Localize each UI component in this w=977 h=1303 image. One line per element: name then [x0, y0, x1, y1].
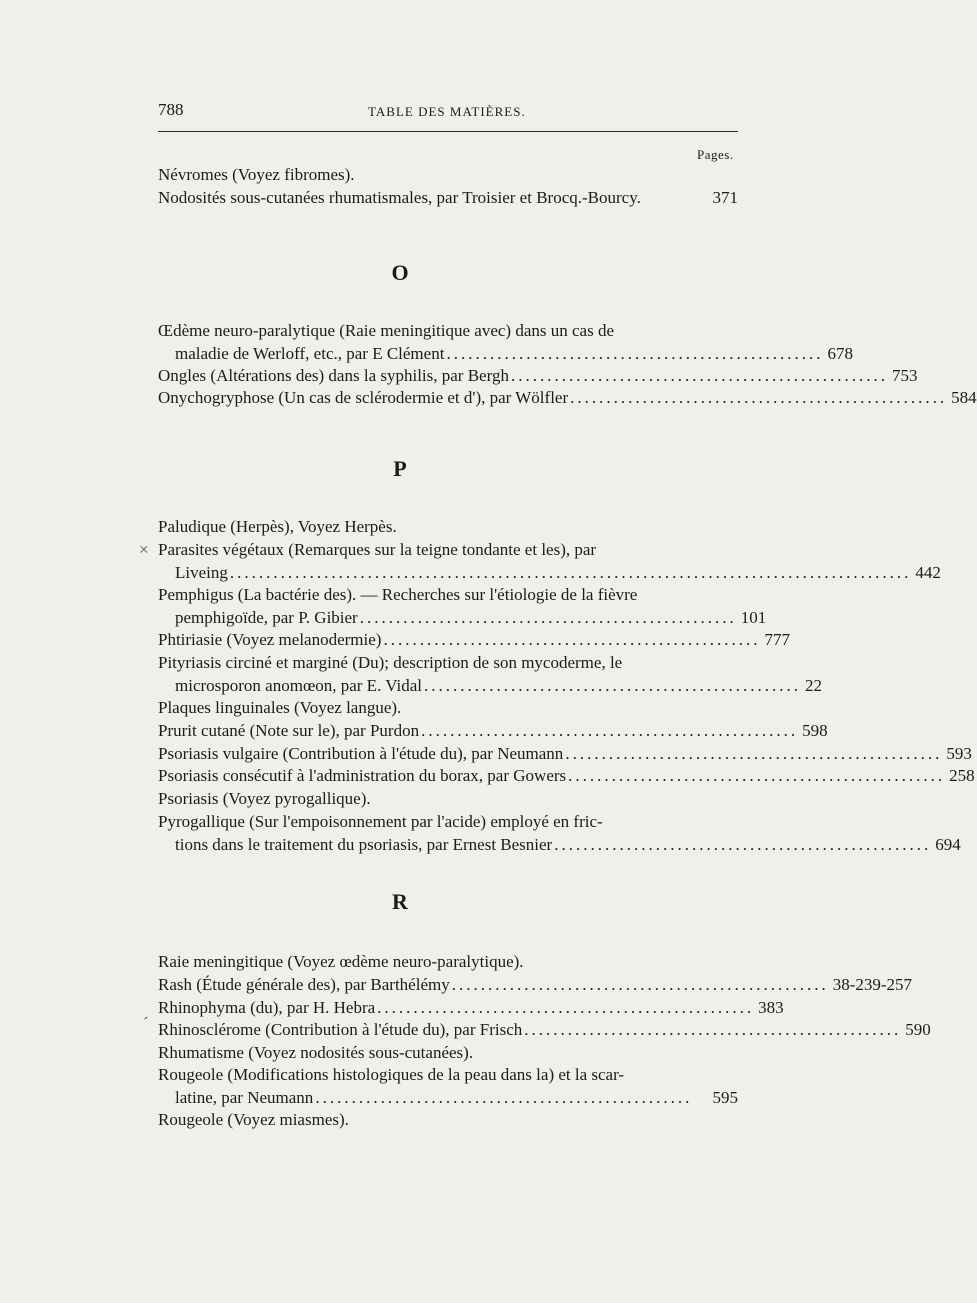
entry-page: 584	[951, 388, 977, 407]
entry-text: Pemphigus (La bactérie des). — Recherches sur l'étiologie de la fièvre	[158, 585, 638, 604]
entry-text: Rougeole (Voyez miasmes).	[158, 1110, 349, 1129]
entry-page: 590	[905, 1020, 931, 1039]
entry-text: Prurit cutané (Note sur le), par Purdon	[158, 721, 420, 740]
entry-text: Ongles (Altérations des) dans la syphilis, par Bergh	[158, 366, 509, 385]
entry-text: Pyrogallique (Sur l'empoisonnement par l'acide) employé en fric-	[158, 812, 603, 831]
dot-leader: ....................................................	[446, 344, 824, 363]
index-entry	[158, 1041, 738, 1064]
entry-page: 593	[946, 744, 972, 763]
entry-text: Paludique (Herpès), Voyez Herpès.	[158, 517, 397, 536]
entry-page: 371	[712, 188, 738, 207]
entry-page: 753	[891, 366, 918, 385]
page-number: 788	[158, 100, 184, 119]
entry-page: 101	[740, 608, 767, 627]
entry-text: Rhinosclérome (Contribution à l'étude du), par Frisch	[158, 1020, 523, 1039]
entry-text: Œdème neuro-paralytique (Raie meningitique avec) dans un cas de	[158, 321, 614, 340]
index-entry	[158, 742, 972, 765]
entry-text: Psoriasis vulgaire (Contribution à l'étude du), par Neumann	[158, 744, 564, 763]
index-entry	[158, 186, 738, 209]
index-entry	[158, 1063, 738, 1109]
index-entry	[158, 538, 941, 584]
section-letter-p: P	[393, 456, 407, 481]
entry-text-continued: maladie de Werloff, etc., par E Clément	[175, 344, 445, 363]
section-letter-r: R	[392, 889, 408, 914]
entry-text: Rash (Étude générale des), par Barthélémy	[158, 975, 450, 994]
entry-page: 22	[805, 676, 823, 695]
entry-text: Onychogryphose (Un cas de sclérodermie et d'), par Wölfler	[158, 388, 569, 407]
entry-text: Pityriasis circiné et marginé (Du); description de son mycoderme, le	[158, 653, 623, 672]
header-rule	[158, 131, 738, 132]
index-entry	[158, 628, 790, 651]
dot-leader: ....................................................	[524, 1020, 902, 1039]
section-letter-o: O	[391, 260, 409, 285]
dot-leader: ....................................................	[570, 388, 948, 407]
entry-page: 777	[764, 630, 790, 649]
entry-text: Nodosités sous-cutanées rhumatismales, par Troisier et Brocq.-Bourcy.	[158, 188, 641, 207]
dot-leader: ....................................................	[510, 366, 888, 385]
dot-leader: ....................................................	[554, 835, 932, 854]
index-entry	[158, 764, 975, 787]
index-entry	[158, 364, 918, 387]
dot-leader: ....................................................	[451, 975, 829, 994]
entry-text: Phtiriasie (Voyez melanodermie)	[158, 630, 382, 649]
running-title: TABLE DES MATIÈRES.	[368, 104, 526, 119]
index-entry	[158, 1018, 931, 1041]
dot-leader: ....................................................	[315, 1088, 693, 1107]
entry-text: Plaques linguinales (Voyez langue).	[158, 698, 402, 717]
entry-text: Névromes (Voyez fibromes).	[158, 165, 355, 184]
dot-leader: ....................................................	[424, 676, 802, 695]
index-entry	[158, 696, 738, 719]
entry-text-continued: tions dans le traitement du psoriasis, par Ernest Besnier	[175, 835, 553, 854]
index-entry	[158, 787, 738, 810]
entry-text-continued: microsporon anomœon, par E. Vidal	[175, 676, 423, 695]
index-entry	[158, 583, 767, 629]
entry-text: Psoriasis (Voyez pyrogallique).	[158, 789, 371, 808]
entry-page: 442	[915, 563, 941, 582]
entry-text-continued: pemphigoïde, par P. Gibier	[175, 608, 358, 627]
entry-text: Raie meningitique (Voyez œdème neuro-paralytique).	[158, 952, 524, 971]
pages-column-label: Pages.	[697, 147, 734, 162]
index-entry	[158, 163, 738, 186]
entry-text: Rougeole (Modifications histologiques de la peau dans la) et la scar-	[158, 1065, 625, 1084]
index-entry	[158, 515, 738, 538]
dot-leader: ..............................................................................................	[229, 563, 912, 582]
margin-mark: ´	[143, 1014, 149, 1033]
entry-text-continued: latine, par Neumann	[175, 1088, 314, 1107]
entry-page: 694	[935, 835, 961, 854]
entry-page: 383	[758, 998, 784, 1017]
dot-leader: ....................................................	[383, 630, 761, 649]
dot-leader: ....................................................	[377, 998, 755, 1017]
index-entry	[158, 1108, 738, 1131]
index-entry	[158, 386, 977, 409]
dot-leader: ....................................................	[565, 744, 943, 763]
index-entry	[158, 973, 913, 996]
entry-text-continued: Liveing	[175, 563, 228, 582]
index-entry	[158, 651, 823, 697]
index-entry	[158, 950, 738, 973]
entry-page: 258	[949, 766, 975, 785]
entry-text: Parasites végétaux (Remarques sur la teigne tondante et les), par	[158, 540, 597, 559]
margin-mark: ×	[139, 540, 149, 559]
dot-leader: ....................................................	[359, 608, 737, 627]
index-entry	[158, 319, 853, 365]
entry-page: 595	[712, 1088, 738, 1107]
entry-page: 598	[802, 721, 828, 740]
entry-text: Rhumatisme (Voyez nodosités sous-cutanées).	[158, 1043, 474, 1062]
index-entry	[158, 996, 784, 1019]
index-entry	[158, 719, 828, 742]
entry-text: Psoriasis consécutif à l'administration du borax, par Gowers	[158, 766, 567, 785]
entry-text: Rhinophyma (du), par H. Hebra	[158, 998, 376, 1017]
dot-leader: ....................................................	[568, 766, 946, 785]
entry-page: 38-239-257	[832, 975, 913, 994]
index-entry	[158, 810, 961, 856]
dot-leader: ....................................................	[421, 721, 799, 740]
entry-page: 678	[827, 344, 853, 363]
